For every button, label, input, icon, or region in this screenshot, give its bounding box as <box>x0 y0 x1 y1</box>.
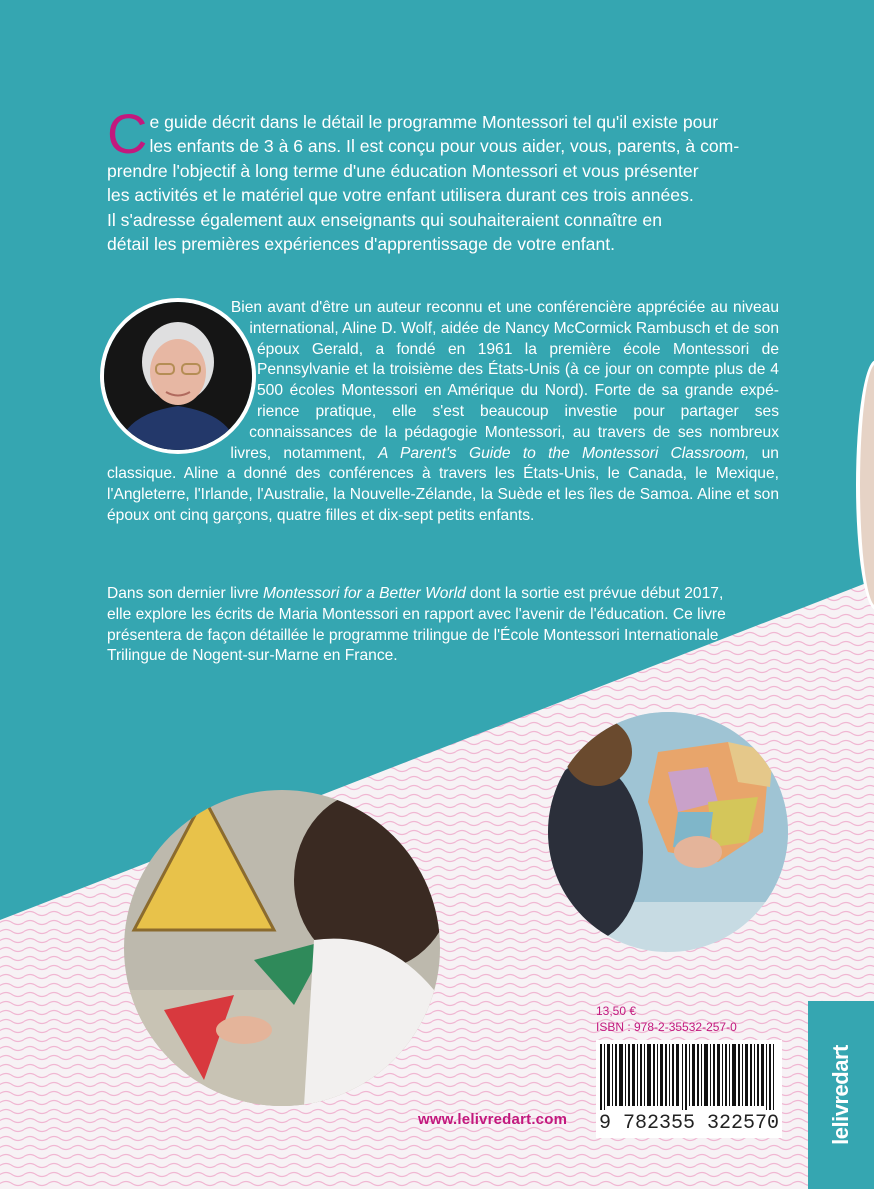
more-text: Dans son dernier livre <box>107 585 264 602</box>
bio-book-title: A Parent's Guide to the Montessori Classroom, <box>377 444 750 462</box>
price-isbn-block <box>596 1003 796 1035</box>
photo-child-map-puzzle <box>548 712 788 952</box>
map-puzzle-illustration <box>548 712 788 952</box>
drop-cap: C <box>107 102 148 165</box>
new-book-title: Montessori for a Better World <box>263 585 466 602</box>
barcode-digits: 9 782355 322570 <box>596 1112 782 1135</box>
photo-child-triangles <box>124 790 440 1106</box>
more-text-end: dont la sortie est prévue début 2017, elle explore les écrits de Maria Montessori en rapport avec l'avenir de l'éducation. Ce livre présentera de façon détaillée le programme trilingue de l'École Montessori Internationale Trilingue de Nogent-sur-Marne en France. <box>107 585 726 665</box>
intro-line: e guide décrit dans le détail le programme Montessori tel qu'il existe pour <box>149 112 719 132</box>
portrait-wrap-space <box>107 298 257 464</box>
barcode-bars <box>596 1040 782 1110</box>
price: 13,50 € <box>596 1004 637 1018</box>
bio-text-end: un classique. Aline a donné des conférences à travers les États-Unis, le Canada, le Mexique, l'Angleterre, l'Irlande, l'Australie, la Nouvelle-Zélande, la Suède et les îles de Samoa. Aline et son époux ont cinq garçons, quatre filles et dix-sept petits enfants. <box>107 444 779 524</box>
publisher-logo: lelivredart <box>828 1045 853 1145</box>
intro-line: Il s'adresse également aux enseignants qui souhaiteraient connaître en <box>107 209 662 230</box>
triangles-illustration <box>124 790 440 1106</box>
new-book-paragraph <box>107 584 747 667</box>
bio-text: Bien avant d'être un auteur reconnu et une conférencière appréciée au niveau international, Aline D. Wolf, aidée de Nancy McCormick Rambusch et de son époux Gerald, a fondé en 1961 la première école Montessori de Pennsylvanie et la troisième des États-Unis (à ce jour on compte plus de 4 500 écoles Montessori en Amérique du Nord). Forte de sa grande expérience pratique, elle s'est beaucoup investie pour partager ses connaissances de la pédagogie Montessori, au travers de ses nombreux livres, notamment, <box>230 299 779 462</box>
author-biography <box>107 298 779 527</box>
isbn: ISBN : 978-2-35532-257-0 <box>596 1020 737 1034</box>
intro-line: prendre l'objectif à long terme d'une éducation Montessori et vous présenter <box>107 160 699 181</box>
intro-paragraph <box>107 102 779 256</box>
intro-line: détail les premières expériences d'apprentissage de votre enfant. <box>107 234 616 255</box>
intro-line: les activités et le matériel que votre enfant utilisera durant ces trois années. <box>107 185 694 206</box>
website-link[interactable]: www.lelivredart.com <box>418 1111 568 1128</box>
intro-line: les enfants de 3 à 6 ans. Il est conçu pour vous aider, vous, parents, à com- <box>149 136 740 157</box>
